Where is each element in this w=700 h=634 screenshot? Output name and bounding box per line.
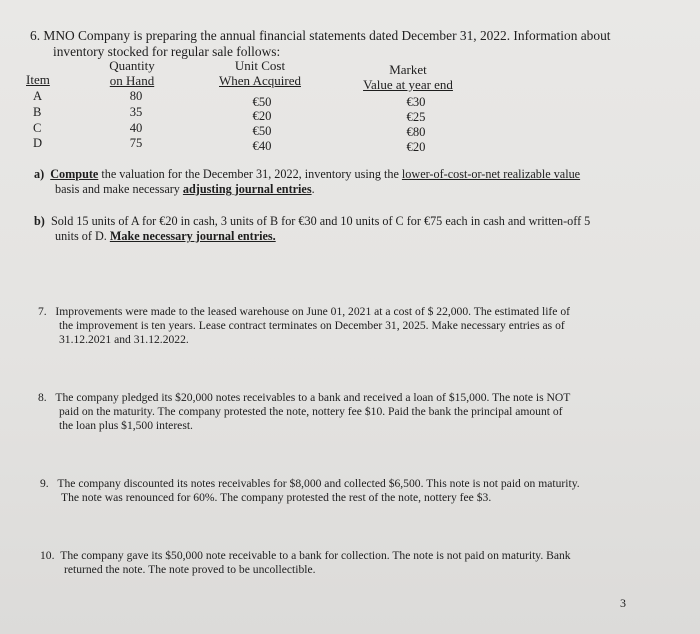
table-row-c (33, 121, 41, 136)
cell-market: €30 (406, 95, 426, 109)
header-market-value: Market Value at year end (363, 62, 453, 92)
question-7-number: 7. (38, 305, 47, 318)
question-6 (30, 28, 611, 60)
cell-item: A (33, 89, 43, 103)
cell-cost: €50 (252, 124, 272, 138)
cell-item: B (33, 105, 42, 119)
part-b-label: b) (34, 214, 45, 228)
cell-cost: €20 (252, 109, 272, 123)
cell-qty: 35 (129, 105, 143, 119)
cell-qty: 40 (129, 121, 143, 135)
table-row-b (33, 105, 41, 120)
part-a-text1: the valuation for the December 31, 2022, inventory using the (98, 167, 402, 181)
question-6-line2: inventory stocked for regular sale follows: (53, 44, 281, 59)
cell-item: D (33, 136, 43, 150)
question-6-line1: MNO Company is preparing the annual financial statements dated December 31, 2022. Information about (43, 28, 611, 43)
adjusting-entries-phrase: adjusting journal entries (182, 182, 312, 196)
question-7: 7. Improvements were made to the leased warehouse on June 01, 2021 at a cost of $ 22,000. The estimated life of the improvement is ten years. Lease contract terminates on December 31, 2025. Make necessary entries as of 31.12.2021 and 31.12.2022. (38, 305, 570, 346)
part-a: a) Compute the valuation for the December 31, 2022, inventory using the lower-of-cost-or-net realizable value basis and make necessary adjusting journal entries. (34, 167, 581, 196)
question-8-number: 8. (38, 391, 47, 404)
question-6-number: 6. (30, 28, 41, 43)
header-item: Item (26, 72, 50, 87)
cell-item: C (33, 121, 42, 135)
header-quantity: Quantity on Hand (109, 58, 155, 88)
cell-market: €25 (406, 110, 426, 124)
cell-market: €80 (406, 125, 426, 139)
cell-qty: 75 (129, 136, 143, 150)
part-a-text2: basis and make necessary (55, 182, 183, 196)
cell-cost: €40 (252, 139, 272, 153)
part-b-line2: units of D. (55, 229, 110, 243)
make-entries-phrase: Make necessary journal entries. (109, 229, 276, 243)
cell-cost: €50 (252, 95, 272, 109)
cell-qty: 80 (129, 89, 143, 103)
table-row-d (33, 136, 42, 151)
question-8: 8. The company pledged its $20,000 notes receivables to a bank and received a loan of $15,000. The note is NOT paid on the maturity. The company protested the note, nottery fee $10. Paid the bank the principal amount of the loan plus $1,500 interest. (38, 391, 571, 432)
lcnrv-phrase: lower-of-cost-or-net realizable value (401, 167, 581, 181)
part-a-label: a) (34, 167, 45, 181)
header-unit-cost: Unit Cost When Acquired (219, 58, 301, 88)
part-b-line1: Sold 15 units of A for €20 in cash, 3 units of B for €30 and 10 units of C for €75 each in cash and written-off 5 (50, 214, 591, 228)
question-10-number: 10. (40, 549, 55, 562)
question-10: 10. The company gave its $50,000 note receivable to a bank for collection. The note is not paid on maturity. Bank returned the note. The note proved to be uncollectible. (40, 549, 571, 576)
compute-keyword: Compute (50, 167, 99, 181)
table-row-a (33, 89, 42, 104)
part-b (34, 214, 590, 244)
cell-market: €20 (406, 140, 426, 154)
question-9-number: 9. (40, 477, 49, 490)
page-number: 3 (620, 596, 626, 610)
question-9: 9. The company discounted its notes receivables for $8,000 and collected $6,500. This note is not paid on maturity. The note was renounced for 60%. The company protested the rest of the note, nottery fee $3. (40, 477, 580, 504)
